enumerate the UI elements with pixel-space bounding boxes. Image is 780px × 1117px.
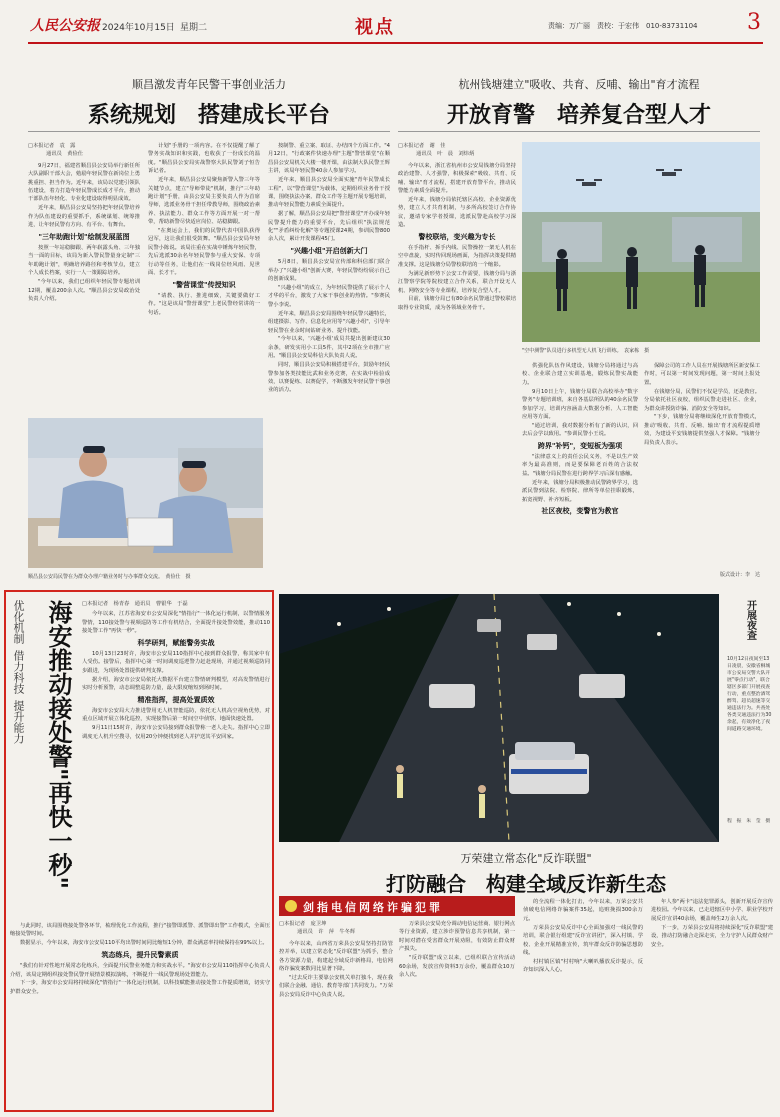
paragraph: 下一步，海安市公安局将持续深化"情指行"一体化运行机制，以科技赋能推动接处警工作提质增效，切实守护群众安全。: [10, 980, 270, 995]
paragraph: 近年来，顺昌县公安局聚焦新警入警三年等关键节点，建立"导师带徒"机制，推行"三年助跑计划"手册，由县公安局主要负责人作为首席导师，选派业务骨干担任带教导师，围绕政治素养、执法能力、群众工作等方面开展一对一帮带，帮助新警尽快适应岗位、站稳脚跟。: [148, 177, 260, 226]
paragraph: 与此同时，该局围绕接处警各环节，梳理优化工作流程，推行"接警即派警、派警即出警"工作模式，全面压缩接处警时间。: [10, 923, 270, 938]
paragraph: 数据显示，今年以来，海安市公安局110平均出警时间同比缩短1分钟，群众满意率持续保持在99%以上。: [20, 940, 268, 947]
paragraph: 今年以来，浙江省杭州市公安局钱塘分局坚持政治建警、人才强警，积极探索"吸收、共育、反哺、输出"育才流程，搭建开放育警平台，推动民警能力素质全面提升。: [398, 162, 516, 195]
drone-training-photo: [522, 142, 760, 342]
article-kicker: 杭州钱塘建立"吸收、共育、反哺、输出"育才流程: [458, 78, 700, 91]
paragraph: 年人参"两卡"违法犯罪源头，创新开展反诈宣传进校园。今年以来，已走进辖区中小学、职业学校开展反诈宣讲40余场，覆盖师生2万余人次。: [651, 899, 773, 922]
article-column: [10, 922, 270, 1108]
paragraph: 海安市公安局大力推进警用无人机智能巡防，依托无人机高空视角优势，对重点区域开展立体化巡控，实现接警后第一时间空中侦察、地面快速处置。: [82, 707, 270, 723]
subheading: 跨界"补钙"，变短板为强项: [537, 441, 623, 450]
paragraph: 按制警、重立案、取证、办结四个方面工作。"4月12日，"行政案件快速办理"主题"警营课堂"在顺昌县公安局机关大楼一楼开课，由法制大队民警王辉主讲，该局年轻民警40余人参加学习。: [268, 143, 390, 175]
byline-correspondent: 通讯员 黄俭仕: [46, 151, 84, 158]
paragraph: "我们有针对性地开展常态化练兵，全面提升民警业务能力和实战水平。"海安市公安局110指挥中心负责人介绍，该局定期组织接处警民警开展情景模拟演练，不断提升一线民警现场处置能力。: [10, 963, 270, 978]
sidebar-photo-credit: 程 振 朱 莹 摄: [727, 819, 771, 824]
paragraph: 9月27日，福建省顺昌县公安局举行新任所大队副职干部大会，勉励年轻民警在新岗位上勇挑重担、担当作为。近年来，该局以党建引领队伍建设，着力打造年轻民警成长成才平台，推动干部队伍年轻化、专业化建设取得明显成效。: [28, 162, 140, 203]
paragraph: 近年来，钱塘分局依托辖区高校、企业资源优势，建立人才共育机制，与多所高校签订合作协议，邀请专家学者授课，选派民警赴高校学习深造。: [398, 196, 516, 229]
paragraph: "通过培训，我对数据分析有了新的认识，回去后会学以致用。"参训民警小王说。: [522, 422, 638, 438]
paragraph: 9月10日上午，钱塘分局联合高校举办"数字警务"专题培训班，来自各基层所队的40余名民警参加学习，培训内容涵盖大数据分析、人工智能应用等方面。: [522, 388, 638, 420]
paragraph: 村村镇区镇"村村响"大喇叭播放反诈提示，反诈知识深入人心。: [523, 958, 643, 974]
side-kicker: [10, 600, 32, 744]
paragraph: 近年来，钱塘分局积极推动民警跨界学习，选派民警到法院、检察院、律所等单位挂职锻炼，拓宽视野、补齐短板。: [522, 479, 638, 503]
article-wanrong: [279, 848, 773, 1112]
subheading: 筑态练兵，提升民警素质: [101, 950, 179, 959]
paragraph: 万荣县公安局充分调动电信运营商、银行网点等行业资源，建立涉诈预警信息共享机制，第一时间对潜在受害群众开展劝阻，有效防止群众财产损失。: [399, 921, 515, 953]
article-column: [148, 142, 260, 410]
article-column: [279, 920, 393, 1110]
topic-banner: [279, 896, 515, 916]
paragraph: "下步，钱塘分局将继续深化开放育警模式，推动'吸收、共育、反哺、输出'育才流程提质增效，为建设平安钱塘提供坚强人才保障。"钱塘分局负责人表示。: [644, 414, 760, 446]
subheading: 社区夜校，变警官为教官: [541, 507, 619, 515]
article-photo: [522, 142, 760, 342]
issue-weekday: 星期二: [180, 23, 208, 33]
article-headline: 打防融合 构建全域反诈新生态: [386, 872, 666, 896]
subheading: 科学研判，赋能警务实战: [137, 638, 215, 647]
newspaper-logo: 人民公安报: [30, 18, 100, 34]
photo-caption: 顺昌县公安局民警在为群众办理户籍业务时与办事群众交流。 黄俭仕 摄: [28, 574, 191, 580]
paragraph: 5月8日，顺昌县公安局宣传部和科信部门联合举办了"兴趣小组"创新大赛，年轻民警纷纷展示自己的创新成果。: [268, 259, 390, 283]
headline-rule: [28, 131, 390, 132]
article-headline: 系统规划 搭建成长平台: [87, 102, 330, 128]
paragraph: "今年以来，我们已组织年轻民警专题培训12期，覆盖200余人次。"顺昌县公安局政治处负责人介绍。: [28, 279, 140, 302]
article-column: [523, 898, 643, 1110]
article-column: [399, 920, 515, 1110]
page-number: 3: [747, 10, 761, 35]
kicker-line: 优化机制: [12, 600, 25, 644]
paragraph: "反诈联盟"成立以来，已组织联合宣传活动60余场，发放宣传资料3万余份，覆盖群众10万余人次。: [399, 955, 515, 978]
paragraph: 近年来，顺昌县公安局全面实施"青年民警成长工程"，以"警营课堂"为载体，定期组织业务骨干授课，围绕执法办案、群众工作等主题开展专题培训，推动年轻民警能力素质全面提升。: [268, 177, 390, 209]
paragraph: 在钱塘分局，民警们不仅是学员，还是教官。分局依托社区夜校，组织民警走进社区、企业，为群众讲授防诈骗、消防安全等知识。: [644, 388, 760, 412]
byline-correspondent: 通讯员 许 萍 牛冬辉: [297, 929, 356, 936]
paragraph: "今年以来，'兴趣小组'成员共提出创新建议30余条，研发实用小工具5件，其中2项在全市推广应用。"顺昌县公安局科信大队负责人说。: [268, 336, 390, 360]
article-column: [651, 898, 773, 1110]
sidebar-text: 10月12日夜间至13日凌晨，安徽省桐城市公安局交警大队开展"零点行动"，联合辖区多部门开展夜查行动，重点整治酒驾醉驾、超员超速等交通违法行为。共查处各类交通违法行为30余起，有效净化了夜间道路交通环境。: [727, 657, 772, 732]
paragraph: 的全流程一体化打击，今年以来，万荣公安共侦破电信网络诈骗案件35起，追赃挽损300余万元。: [523, 899, 643, 922]
banner-title: 剑指电信网络诈骗犯罪: [303, 901, 443, 914]
paragraph: 今年以来，山西省万荣县公安局坚持打防管控并举，以建立常态化"反诈联盟"为抓手，整合各方资源力量，构建起全域反诈新格局，电信网络诈骗发案数同比显著下降。: [279, 940, 393, 973]
subheading: 精准指挥，提高处置质效: [137, 695, 215, 704]
paragraph: 下一步，万荣县公安局将持续深化"反诈联盟"建设，推动打防融合走深走实，全力守护人民群众财产安全。: [651, 924, 773, 948]
banner-icon: [285, 900, 297, 912]
night-patrol-photo: [279, 594, 719, 842]
paragraph: 近年来，顺昌县公安局围绕年轻民警兴趣特长，组建摄影、写作、信息化应用等"兴趣小组"，引导年轻民警在业余时间钻研业务、提升技能。: [268, 310, 390, 334]
layout-credit: 版式设计：李 达: [719, 572, 760, 578]
byline-reporter: □本报记者 谢 佳: [398, 143, 446, 149]
masthead-rule: [28, 42, 763, 44]
paragraph: "法律意义上的责任公民义务，不是以生产效率为最高准则，而是要保障老百姓的合法权益。"钱塘分局民警在进行跨界学习后深有感触。: [522, 454, 638, 477]
paragraph: "过去反诈主要靠公安机关单打独斗，现在我们联合金融、通信、教育等部门共同发力。"万荣县公安局反诈中心负责人说。: [279, 974, 393, 998]
subheading: "兴趣小组"开启创新大门: [290, 246, 368, 255]
night-patrol-sidebar: [727, 600, 773, 845]
paragraph: 近年来，顺昌县公安局坚持把年轻民警培养作为队伍建设的重要抓手，系统谋划、统筹推进，让年轻民警有方向、有平台、有舞台。: [28, 205, 140, 229]
paragraph: 供强化队伍作风建设，钱塘分局将通过与高校、企业联合建立实训基地，锻炼民警实战能力。: [522, 363, 638, 386]
paragraph: 计划"手册的一项内容。在不仅提醒了解了警务实战知识和实践，也收获了一份成长的温度。"顺昌县公安局实战警察大队民警刘子恒告诉记者。: [148, 143, 260, 175]
article-kicker: 万荣建立常态化"反诈联盟": [460, 852, 592, 865]
paragraph: 10月13日23时许，海安市公安局110指挥中心接到群众报警，称其家中有人受伤。接警后，指挥中心第一时间调度巡逻警力赶赴现场，并通过视频巡防同步跟进，为现场处置提供研判支撑。: [82, 651, 270, 674]
article-column: [268, 142, 390, 482]
subheading: "三年助跑计划"绘制发展蓝图: [38, 232, 130, 241]
paragraph: 按照一年站稳脚跟、两年崭露头角、三年独当一面的目标，该局为新入警民警量身定制"三年助跑计划"，明确培养路径和考核节点，建立个人成长档案，实行一人一策跟踪培养。: [28, 244, 140, 277]
article-headline: 海安推动接处警"再快一秒": [44, 600, 73, 890]
paragraph: 目前，钱塘分局已有80余名民警通过警校联培取得专业资质，成为各领域业务骨干。: [398, 296, 516, 311]
article-haian: [4, 590, 274, 1112]
article-column: [644, 362, 760, 570]
subheading: "警营课堂"传授知识: [172, 280, 236, 289]
kicker-line: 提升能力: [12, 700, 25, 744]
paragraph: 保障公司的工作人员在开展钱塘所区新安保工作时，可以第一时间发现问题，第一时间上报处置。: [644, 363, 760, 386]
paragraph: "兴趣小组"的成立，为年轻民警提供了展示个人才华的平台，激发了大家干事创业的热情。"参赛民警小李说。: [268, 285, 390, 308]
headline-rule: [398, 131, 760, 132]
paragraph: 为满足新形势下公安工作需要，钱塘分局与浙江警察学院等院校建立合作关系，联合开设无人机、网络安全等专业课程，培养复合型人才。: [398, 270, 516, 294]
article-qiantang: [398, 58, 760, 588]
editor-credits: 责编：万广丽 责校：于宏伟 010-83731104: [548, 22, 698, 30]
night-checkpoint-image: [279, 594, 719, 842]
subheading: 警校联培，变兴趣为专长: [418, 232, 496, 241]
article-column: [398, 142, 516, 582]
article-column: [522, 362, 638, 582]
section-title: 视点: [355, 17, 395, 38]
sidebar-title: 开展夜查: [744, 600, 756, 640]
paragraph: 万荣县公安局反诈中心全面加强对一线民警的培训，联合银行组建"反诈宣讲团"，深入村镇、学校、企业开展精准宣传，筑牢群众反诈防骗思想防线。: [523, 924, 643, 956]
paragraph: "在奥运会上，我们的民警代表中国队获得冠军，这让我们很受鼓舞。"顺昌县公安局年轻民警小陈说。该局注重在实战中锤炼年轻民警，先后选派30余名年轻民警参与重大安保、专项行动等任务，让他们在一线岗位经风雨、见世面、长才干。: [148, 228, 260, 277]
paragraph: 在手指杆、拆手内线、民警操控一架无人机在空中盘旋，实时传回现场画面，为指挥决策提供精准支撑。这是钱塘分局警校联培的一个缩影。: [398, 244, 516, 268]
officers-photo: [28, 418, 263, 568]
paragraph: 今年以来，江苏省海安市公安局深化"情指行"一体化运行机制，以警情服务警情，110接处警与视频巡防等工作有机结合，全面提升接处警效能，推动110接处警工作"再快一秒"。: [82, 611, 270, 635]
issue-date: 2024年10月15日: [102, 23, 175, 33]
paragraph: "请教、执行、推进细致，关键要做好工作。"这是该局"警营课堂"上老民警经常讲的一句话。: [148, 292, 260, 316]
byline-reporter: □本报记者 杨青春 通讯员 曹银华 于磊: [82, 601, 188, 607]
article-column: [82, 600, 270, 858]
masthead: [0, 0, 780, 48]
paragraph: 同时，顺昌县公安局积极搭建平台，鼓励年轻民警参加各类技能比武和业务竞赛，在实战中检验成效，以赛促练、以赛促学，不断激发年轻民警干事创业的活力。: [268, 362, 390, 394]
paragraph: 据了解，顺昌县公安局把"警营课堂"开办成年轻民警提升能力的重要平台，先后组织"执法规范化""矛盾纠纷化解"等专题授课24期，参训民警800余人次，累计开发课程45门。: [268, 211, 390, 243]
photo-caption: "空中测警"队员进行多机型无人机飞行训练。 袁家栋 摄: [522, 348, 650, 354]
article-shunchang: [28, 58, 390, 588]
byline-reporter: □本报记者 袁 露: [28, 143, 76, 149]
byline-reporter: □本报记者 庞卫坤: [279, 921, 327, 927]
article-headline: 开放育警 培养复合型人才: [446, 102, 711, 128]
article-kicker: 顺昌激发青年民警干事创业活力: [132, 78, 286, 91]
paragraph: 9月11日15时许，海安市公安局接到群众报警称一老人走失。指挥中心立即调度无人机升空搜寻，仅用20分钟便找到老人并护送其平安回家。: [82, 725, 270, 740]
byline-correspondent: 通讯员 叶 晨 刘炜炳: [416, 151, 475, 158]
kicker-line: 借力科技: [12, 650, 25, 694]
paragraph: 据介绍，海安市公安局依托大数据平台建立警情研判模型，对高发警情进行实时分析预警，动态调整巡防力量，最大限度缩短到场时间。: [82, 676, 270, 692]
article-photo: [28, 418, 263, 568]
